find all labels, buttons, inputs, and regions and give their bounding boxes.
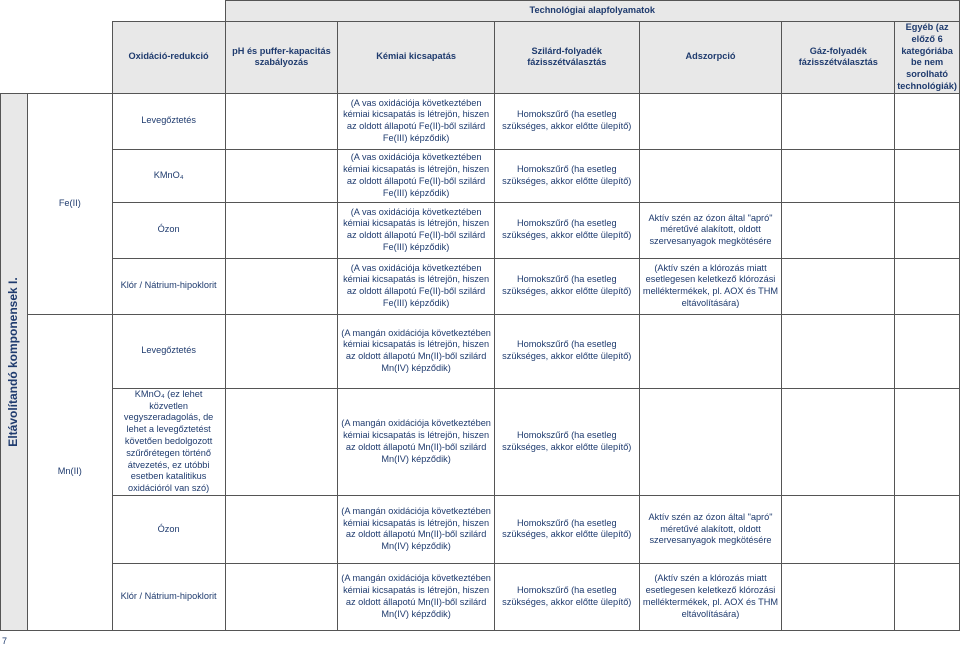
cell-adsorption bbox=[639, 93, 782, 149]
header-oxidation: Oxidáció-redukció bbox=[112, 22, 225, 94]
cell-ph bbox=[225, 202, 338, 258]
cell-solid: Homokszűrő (ha esetleg szükséges, akkor előtte ülepítő) bbox=[494, 314, 639, 388]
cell-other bbox=[895, 314, 960, 388]
group-mn: Mn(II) bbox=[27, 314, 112, 630]
cell-chem: (A vas oxidációja következtében kémiai kicsapatás is létrejön, hiszen az oldott állapotú Fe(II)-ből szilárd Fe(III) képződik) bbox=[338, 258, 495, 314]
cell-gas bbox=[782, 563, 895, 630]
header-adsorption: Adszorpció bbox=[639, 22, 782, 94]
cell-oxidation: Ózon bbox=[112, 495, 225, 563]
cell-solid: Homokszűrő (ha esetleg szükséges, akkor előtte ülepítő) bbox=[494, 149, 639, 202]
cell-chem: (A vas oxidációja következtében kémiai kicsapatás is létrejön, hiszen az oldott állapotú Fe(II)-ből szilárd Fe(III) képződik) bbox=[338, 93, 495, 149]
top-left-blank bbox=[1, 1, 226, 22]
cell-chem: (A mangán oxidációja következtében kémiai kicsapatás is létrejön, hiszen az oldott állapotú Mn(II)-ből szilárd Mn(IV) képződik) bbox=[338, 495, 495, 563]
cell-ph bbox=[225, 258, 338, 314]
header-gas-liquid: Gáz-folyadék fázisszétválasztás bbox=[782, 22, 895, 94]
cell-other bbox=[895, 93, 960, 149]
cell-adsorption: Aktív szén az ózon által "apró" méretűvé alakított, oldott szervesanyagok megkötésére bbox=[639, 495, 782, 563]
table-row bbox=[1, 563, 960, 630]
cell-solid: Homokszűrő (ha esetleg szükséges, akkor előtte ülepítő) bbox=[494, 388, 639, 495]
cell-other bbox=[895, 495, 960, 563]
cell-adsorption: (Aktív szén a klórozás miatt esetlegesen keletkező klórozási melléktermékek, pl. AOX és THM eltávolítására) bbox=[639, 563, 782, 630]
cell-oxidation: Klór / Nátrium-hipoklorit bbox=[112, 258, 225, 314]
cell-oxidation: KMnO₄ bbox=[112, 149, 225, 202]
cell-ph bbox=[225, 495, 338, 563]
cell-chem: (A vas oxidációja következtében kémiai kicsapatás is létrejön, hiszen az oldott állapotú Fe(II)-ből szilárd Fe(III) képződik) bbox=[338, 149, 495, 202]
cell-chem: (A mangán oxidációja következtében kémiai kicsapatás is létrejön, hiszen az oldott állapotú Mn(II)-ből szilárd Mn(IV) képződik) bbox=[338, 388, 495, 495]
side-label: Eltávolítandó komponensek I. bbox=[6, 277, 21, 447]
table-row bbox=[1, 258, 960, 314]
page-number: 7 bbox=[2, 636, 8, 646]
cell-adsorption bbox=[639, 388, 782, 495]
table-row bbox=[1, 314, 960, 388]
cell-gas bbox=[782, 202, 895, 258]
cell-ph bbox=[225, 563, 338, 630]
cell-adsorption bbox=[639, 314, 782, 388]
table-row bbox=[1, 93, 960, 149]
header-chemical-precipitation: Kémiai kicsapatás bbox=[338, 22, 495, 94]
cell-other bbox=[895, 258, 960, 314]
table-row bbox=[1, 202, 960, 258]
cell-gas bbox=[782, 149, 895, 202]
cell-chem: (A mangán oxidációja következtében kémiai kicsapatás is létrejön, hiszen az oldott állapotú Mn(II)-ből szilárd Mn(IV) képződik) bbox=[338, 563, 495, 630]
cell-oxidation: Levegőztetés bbox=[112, 93, 225, 149]
header-ph: pH és puffer-kapacitás szabályozás bbox=[225, 22, 338, 94]
header-solid-liquid: Szilárd-folyadék fázisszétválasztás bbox=[494, 22, 639, 94]
cell-chem: (A mangán oxidációja következtében kémiai kicsapatás is létrejön, hiszen az oldott állapotú Mn(II)-ből szilárd Mn(IV) képződik) bbox=[338, 314, 495, 388]
cell-gas bbox=[782, 495, 895, 563]
table-row bbox=[1, 149, 960, 202]
cell-other bbox=[895, 563, 960, 630]
table-row bbox=[1, 495, 960, 563]
cell-other bbox=[895, 202, 960, 258]
cell-solid: Homokszűrő (ha esetleg szükséges, akkor előtte ülepítő) bbox=[494, 563, 639, 630]
cell-oxidation: Ózon bbox=[112, 202, 225, 258]
cell-gas bbox=[782, 388, 895, 495]
table-title: Technológiai alapfolyamatok bbox=[225, 1, 959, 22]
cell-adsorption bbox=[639, 149, 782, 202]
cell-gas bbox=[782, 258, 895, 314]
cell-solid: Homokszűrő (ha esetleg szükséges, akkor előtte ülepítő) bbox=[494, 93, 639, 149]
header-other: Egyéb (az előző 6 kategóriába be nem sorolható technológiák) bbox=[895, 22, 960, 94]
cell-oxidation: Levegőztetés bbox=[112, 314, 225, 388]
side-label-cell bbox=[1, 93, 28, 630]
cell-oxidation: Klór / Nátrium-hipoklorit bbox=[112, 563, 225, 630]
cell-solid: Homokszűrő (ha esetleg szükséges, akkor előtte ülepítő) bbox=[494, 202, 639, 258]
cell-ph bbox=[225, 314, 338, 388]
table-row bbox=[1, 388, 960, 495]
cell-oxidation: KMnO₄ (ez lehet közvetlen vegyszeradagolás, de lehet a levegőztetést követően bedolgozott szűrőrétegen történő átvezetés, ez utóbbi esetben katalitikus oxidációról van szó) bbox=[112, 388, 225, 495]
cell-other bbox=[895, 388, 960, 495]
cell-adsorption: (Aktív szén a klórozás miatt esetlegesen keletkező klórozási melléktermékek, pl. AOX és THM eltávolítására) bbox=[639, 258, 782, 314]
cell-ph bbox=[225, 149, 338, 202]
cell-adsorption: Aktív szén az ózon által "apró" méretűvé alakított, oldott szervesanyagok megkötésére bbox=[639, 202, 782, 258]
header-blank bbox=[1, 22, 113, 94]
cell-gas bbox=[782, 314, 895, 388]
cell-solid: Homokszűrő (ha esetleg szükséges, akkor előtte ülepítő) bbox=[494, 495, 639, 563]
cell-chem: (A vas oxidációja következtében kémiai kicsapatás is létrejön, hiszen az oldott állapotú Fe(II)-ből szilárd Fe(III) képződik) bbox=[338, 202, 495, 258]
cell-ph bbox=[225, 388, 338, 495]
cell-ph bbox=[225, 93, 338, 149]
cell-gas bbox=[782, 93, 895, 149]
group-fe: Fe(II) bbox=[27, 93, 112, 314]
cell-solid: Homokszűrő (ha esetleg szükséges, akkor előtte ülepítő) bbox=[494, 258, 639, 314]
cell-other bbox=[895, 149, 960, 202]
